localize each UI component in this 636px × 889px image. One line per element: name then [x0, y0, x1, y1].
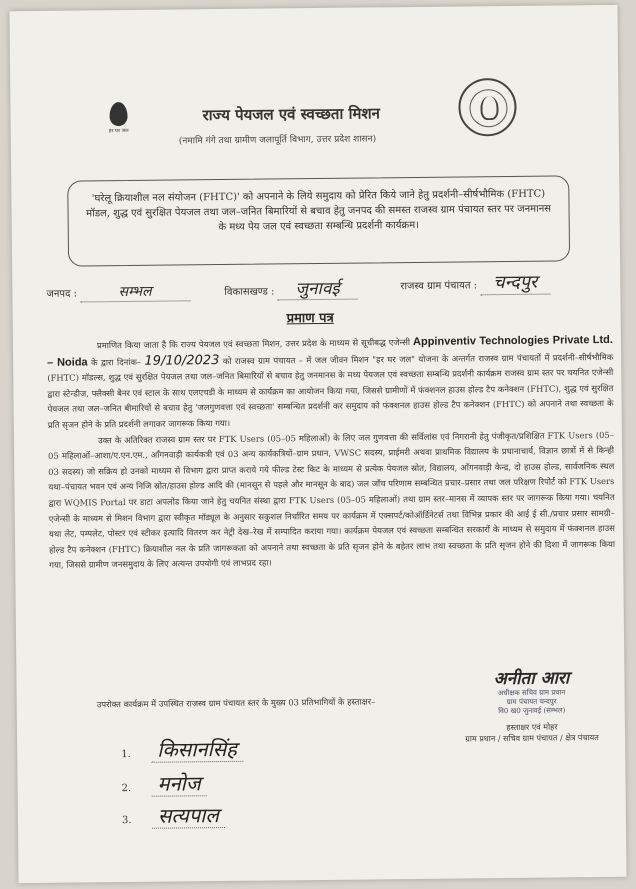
district-field [46, 281, 190, 303]
certificate-body [47, 333, 615, 574]
document-page [9, 5, 626, 883]
banner-text: 'घरेलू क्रियाशील नल संयोजन (FHTC)' को अपनाने के लिये समुदाय को प्रेरित किये जाने हेतु प्रदर्शनी–सीर्षभौमिक (FHTC) मॉडल, शुद्ध एवं सुरक्षित पेयजल तथा जल–जनित बिमारियों से बचाव हेतु जनपद की समस्त राजस्व ग्राम पंचायत स्तर पर जनमानस के मध्य पेय जल एवं स्वच्छता सम्बन्धि प्रदर्शनी कार्यक्रम। [86, 188, 552, 234]
block-value: जुनावई [295, 278, 340, 300]
village-label: राजस्व ग्राम पंचायत : [400, 280, 478, 293]
program-banner [67, 175, 570, 266]
participant-signature-3: 3. सत्यपाल [122, 801, 225, 829]
participant-signature-2: 2. मनोज [121, 769, 206, 797]
block-field [224, 276, 357, 301]
logo-caption: हर घर जल [108, 127, 129, 135]
participant-signature-1: 1. किसानसिंह [121, 735, 243, 763]
official-role: हस्ताक्षर एवं मोहर ग्राम प्रधान / सचिव ग्राम पंचायत / क्षेत्र पंचायत [465, 722, 599, 744]
certificate-title: प्रमाण पत्र [286, 310, 334, 327]
block-label: विकासखण्ड : [224, 286, 275, 298]
district-value: सम्भल [118, 283, 152, 301]
org-subtitle: (नमामि गंगे तथा ग्रामीण जलापूर्ति विभाग, उत्तर प्रदेश शासन) [178, 134, 377, 147]
up-state-emblem-icon [458, 78, 517, 137]
village-field [400, 270, 550, 297]
agency-name: Appinventiv Technologies Private Ltd. – Noida [47, 333, 613, 369]
participants-label: उपरोक्त कार्यक्रम में उपस्थित राजस्व ग्राम पंचायत स्तर के मुख्य 03 प्रतिभागियों के हस्ताक्षर– [96, 696, 376, 710]
official-signature: अनीता आरा [493, 668, 570, 690]
district-label: जनपद : [46, 288, 77, 300]
program-date: 19/10/2023 [144, 352, 220, 369]
jal-mission-logo [98, 102, 138, 134]
official-stamp: अधीक्षक सचिव ग्राम प्रधान ग्राम पंचायत चन्दपुर वि0 ख0 जुनावई (सम्भल) [497, 688, 566, 716]
paragraph-2: उक्त के अतिरिक्त राजस्व ग्राम स्तर पर FTK Users (05–05 महिलाओं) के लिए जल गुणवत्ता की सर्विलांस एवं निगरानी हेतु पंजीकृत/प्रशिक्षित FTK Users (05–05 महिलाओं–आशा/ए.एन.एम., आँगनवाड़ी कार्यकत्री एवं 03 अन्य कार्यकत्रियों–ग्राम प्रधान, VWSC सदस्य, प्राईमरी अथवा प्राथमिक विद्यालय के प्रधानाचार्य, विज्ञान छात्रों में से किन्ही 03 सदस्य) जो सक्रिय हो उनको माध्यम से विभाग द्वारा प्राप्त कराये गये फील्ड टेस्ट किट के माध्यम से प्रत्येक पेयजल स्रोत, विद्यालय, आँगनवाड़ी केन्द्र, दो हाउस होल्ड, सार्वजनिक स्थल यथा–पंचायत भवन एवं अन्य निजि स्रोत/हाउस होल्ड आदि की (मानसून से पहले और मानसून के बाद) जल जाँच परिणाम सम्बन्धित प्रचार–प्रसार तथा जल परिक्षण रिपोर्ट को FTK Users द्वारा WQMIS Portal पर डाटा अपलोड किया जाने हेतु चयनित संस्था द्वारा FTK Users (05–05 महिलाओं) तथा ग्राम स्तर–मानस में व्यापक स्तर पर जागरूक किया गया। चयनित एजेन्सी के माध्यम से मिशन विभाग द्वारा स्वीकृत मॉड्यूल के अनुसार सकुशल निर्धारित समय पर कार्यक्रम में एक्सपर्ट/कोऑर्डिनेटर्स तथा विभिन्न प्रकार की आई ई सी./प्रचार प्रसार सामग्री–यथा लेट, पम्पलेट, पोस्टर एवं स्टीकर इत्यादि वितरण कर नेट्री देख–रेख में सम्पादित कराया गया। कार्यक्रम पेयजल एवं स्वच्छता सम्बन्धित सरकारों के माध्यम से समुदाय में फंक्शनल हाउस होल्ड टैप कनेक्शन (FHTC) क्रियाशील नल के प्रति जागरूकता को अपनाने तथा स्वच्छता के प्रति सृजन होने के बहेतर लाभ तथा स्वच्छता के प्रति सृजन होने की दिशा में जागरूक किया गया, जिससे ग्रामीण जनसमुदाय के लिए अत्यन्त उपयोगी एवं लाभप्रद रहा। [48, 429, 616, 571]
water-drop-icon [109, 102, 127, 126]
paragraph-1: प्रमाणित किया जाता है कि राज्य पेयजल एवं स्वच्छता मिशन, उत्तर प्रदेश के माध्यम से सूचीबद्ध एजेन्सी Appinventiv Technologies Private Ltd. – Noida के द्वारा दिनांक– 19/10/2023 को राजस्व ग्राम पंचायत – में जल जीवन मिशन "हर घर जल" योजना के अन्तर्गत राजस्व ग्राम पंचायतों में प्रदर्शनी–सीर्षभौमिक (FHTC) मॉडल्स, शुद्ध एवं सुरक्षित पेयजल तथा जल–जनित बिमारियों से बचाव हेतु जनमानस के मध्य पेयजल एवं स्वच्छता सम्बन्धि प्रदर्शनी कार्यक्रम राजस्व ग्राम स्तर पर चयनित एजेन्सी द्वारा स्टेन्डीज, फ्लैक्सी बैनर एवं स्टाल के साथ एलएचडी के माध्यम से कार्यक्रम का आयोजन किया गया, जिससे ग्रामीणों में फंक्शनल हाउस होल्ड टैप कनेक्शन (FHTC), शुद्ध एवं सुरक्षित पेयजल तथा जल–जनित बीमारियों से बचाव हेतु 'जलगुणवत्ता एवं स्वच्छता' सम्बन्धित प्रदर्शनी कर समुदाय को फंक्शनल हाउस होल्ड टैप कनेक्शन (FHTC) को अपनाने तथा स्वच्छता के प्रति सृजन होने के प्रति प्रदर्शनी लगाकर जागरूक किया गया। [47, 333, 614, 430]
village-value: चन्दपुर [493, 271, 538, 294]
org-title: राज्य पेयजल एवं स्वच्छता मिशन [202, 104, 381, 125]
official-signature-block [456, 665, 607, 745]
